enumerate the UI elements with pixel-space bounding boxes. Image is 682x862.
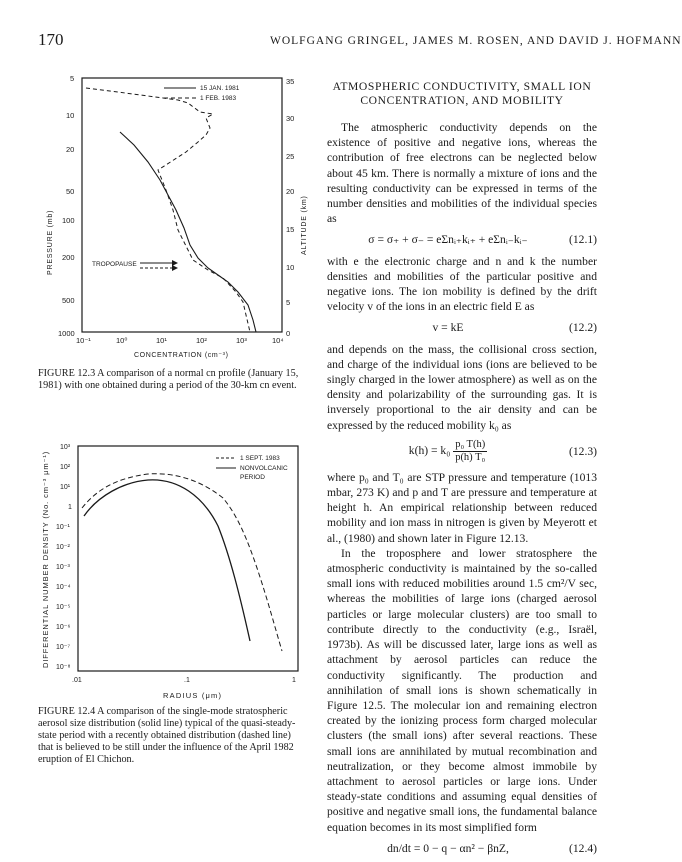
y-tick-500: 500 [62,296,75,305]
y-tick-10: 10 [66,111,75,120]
y-tick-5: 10⁻² [56,544,70,551]
y-tick-3: 1 [68,504,72,511]
y-tick-8: 10⁻⁵ [56,604,71,611]
x-tick-0: 10⁻¹ [76,336,91,345]
alt-tick-10: 10 [286,263,295,272]
running-head: WOLFGANG GRINGEL, JAMES M. ROSEN, AND DAVID J. HOFMANN [270,35,682,47]
y-tick-10: 10⁻⁷ [56,644,71,651]
legend-label-nonvolcanic: NONVOLCANIC [240,465,288,472]
x-tick-2: 10¹ [156,336,167,345]
legend-label-period: PERIOD [240,474,265,481]
tropopause-arrowhead-1 [172,260,178,266]
x-tick-4: 10³ [236,336,247,345]
equation-12-2-number: (12.2) [568,321,597,335]
y-tick-9: 10⁻⁶ [56,624,71,631]
tropopause-label: TROPOPAUSE [92,261,137,268]
figure-12-4-caption: FIGURE 12.4 A comparison of the single-mode stratospheric aerosol size distribution (solid line) typical of the quasi-steady-state period with a recently obtained distribution (dashed line) that is believed to be still under the influence of the April 1982 eruption of El Chichon. [38,706,296,765]
distribution-sept-1983 [82,474,282,651]
y-axis-label: DIFFERENTIAL NUMBER DENSITY (No. cm⁻³ μm⁻¹) [41,450,50,668]
figure-12-4 [38,436,313,706]
alt-tick-15: 15 [286,225,295,234]
equation-12-3-left: k(h) = k₀ [408,444,451,458]
paragraph-4: where p₀ and T₀ are STP pressure and temperature (1013 mbar, 273 K) and p and T are pressure and temperature at height h. An empirical relationship between reduced mobility and ion mass in nitrogen is given by Meyerott et al., (1980) and shown later in Figure 12.13. [327,470,597,545]
equation-12-1-number: (12.1) [568,233,597,247]
x-tick-1: 10⁰ [116,336,128,345]
alt-tick-35: 35 [286,77,295,86]
equation-12-1 [327,232,597,247]
y-tick-6: 10⁻³ [56,564,70,571]
profile-jan-1981 [120,132,256,332]
y-tick-1000: 1000 [58,329,75,338]
x-axis-label: CONCENTRATION (cm⁻³) [134,352,229,359]
alt-tick-5: 5 [286,298,291,307]
equation-12-1-body: σ = σ₊ + σ₋ = eΣnᵢ₊kᵢ₊ + eΣnᵢ₋kᵢ₋ [368,233,528,247]
y-tick-200: 200 [62,253,75,262]
equation-12-3-fraction [453,439,487,464]
figure-12-4-plot [38,436,313,701]
y-axis-label-pressure: PRESSURE (mb) [47,209,54,275]
paragraph-3: and depends on the mass, the collisional cross section, and charge of the individual ions (ions are believed to be singly charged in the lower atmosphere) as well as on the density and polarizability of the surrounding gas. It is inversely proportional to the air density and can be expressed by the reduced mobility k₀ as [327,342,597,432]
y-tick-7: 10⁻⁴ [56,584,71,591]
alt-tick-25: 25 [286,152,295,161]
tropopause-arrowhead-2 [172,265,178,271]
y-tick-0: 10³ [60,444,71,451]
y-tick-20: 20 [66,145,75,154]
equation-12-3-number: (12.3) [568,444,597,458]
alt-tick-0: 0 [286,329,291,338]
y-tick-1: 10² [60,464,71,471]
y-tick-50: 50 [66,187,75,196]
paragraph-2: with e the electronic charge and n and k the number densities and mobilities of the particular positive and negative ions. The ion mobility is defined by the drift velocity v of the ions in an electric field E as [327,254,597,314]
equation-12-4-body: dn/dt = 0 − q − αn² − βnZ, [387,841,509,855]
y-tick-4: 10⁻¹ [56,524,70,531]
distribution-nonvolcanic [84,480,250,641]
equation-12-3-body [327,439,569,464]
legend-label-jan-1981: 15 JAN. 1981 [200,85,240,92]
legend-label-feb-1983: 1 FEB. 1983 [200,95,237,102]
equation-12-4-number: (12.4) [568,841,597,855]
x-tick-1: .1 [184,677,190,684]
figure-12-3-plot [38,70,313,370]
alt-tick-30: 30 [286,114,295,123]
y-axis-label-altitude: ALTITUDE (km) [301,195,308,255]
legend-label-sept-1983: 1 SEPT. 1983 [240,455,280,462]
x-tick-3: 10² [196,336,207,345]
y-tick-100: 100 [62,216,75,225]
y-tick-2: 10¹ [60,484,71,491]
equation-12-4 [327,841,597,856]
figure-12-3-caption: FIGURE 12.3 A comparison of a normal cn profile (January 15, 1981) with one obtained during a period of the 30-km cn event. [38,368,299,391]
section-heading: ATMOSPHERIC CONDUCTIVITY, SMALL ION CONCENTRATION, AND MOBILITY [332,80,592,107]
profile-feb-1983 [86,88,250,332]
equation-12-3 [327,439,597,464]
x-axis-label: RADIUS (μm) [163,691,223,700]
paragraph-1: The atmospheric conductivity depends on the existence of positive and negative ions, whereas the contribution of free electrons can be neglected below about 45 km. There is normally a mixture of ions and the resulting conductivity can be expressed in terms of the number densities and mobilities of the individual species as [327,121,597,226]
equation-12-3-numerator: p₀ T(h) [455,438,486,450]
x-tick-01: .01 [72,677,82,684]
text-column [327,80,597,862]
equation-12-2 [327,320,597,335]
page-number: 170 [38,30,64,49]
y-tick-5: 5 [70,74,75,83]
figure-12-3 [38,70,313,375]
paragraph-5: In the troposphere and lower stratosphere the atmospheric conductivity is maintained by the so-called small ions with reduced mobilities around 1.5 cm²/V sec, whereas the mobilities of large ions (charged aerosol particles or large molecular clusters) are too small to contribute directly to the conductivity (e.g., Israël, 1973b). As will be discussed later, large ions as well as attachment by aerosol particles can reduce the conductivity significantly. The production and annihilation of small ions is shown schematically in Figure 12.5. The molecular ion and remaining electron created by the ionizing process form charged molecular clusters (the small ions) after several reactions. These small ions are annihilated by mutual recombination and neutralization, or they become almost immobile by attachment to aerosol particles or large ions. Under steady-state conditions and assuming equal densities of positive and negative small ions, the fundamental balance equation becomes in its most simplified form [327,546,597,834]
y-tick-11: 10⁻⁸ [56,664,71,671]
equation-12-2-body: v = kE [432,321,464,335]
alt-tick-20: 20 [286,187,295,196]
x-tick-5: 10⁴ [272,336,284,345]
x-tick-10: 1 [292,677,296,684]
equation-12-3-denominator: p(h) T₀ [455,451,486,463]
